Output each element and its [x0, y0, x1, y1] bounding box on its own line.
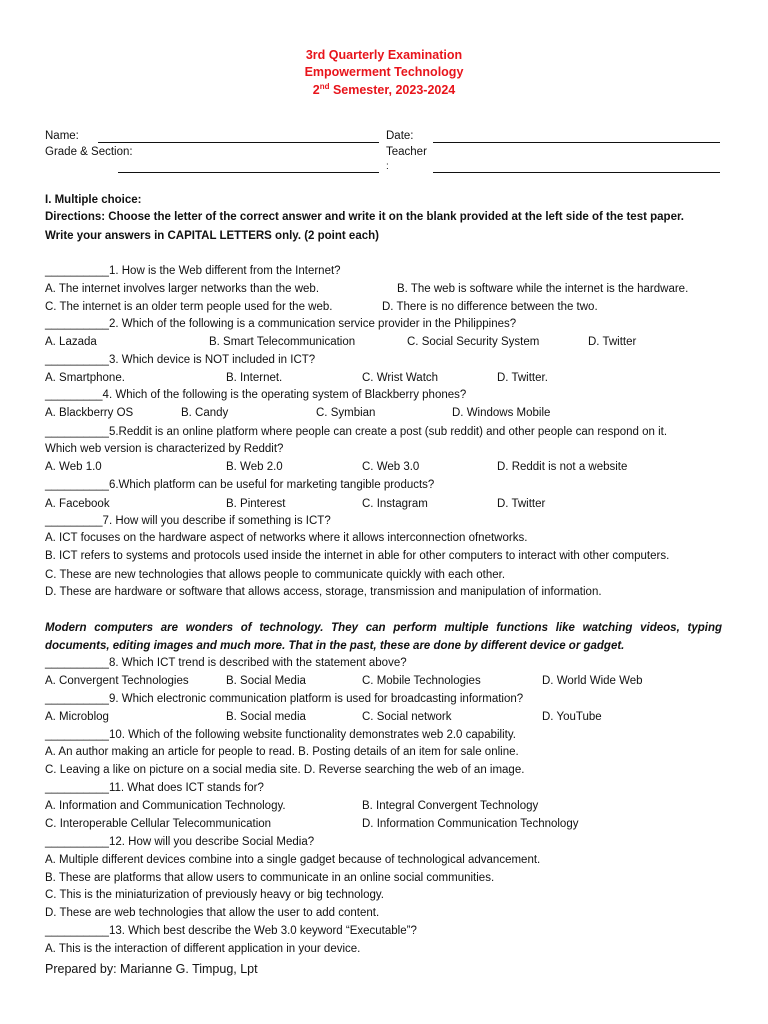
q1-option-b: B. The web is software while the internet is the hardware. [397, 283, 689, 295]
q12-option-d: D. These are web technologies that allow the user to add content. [45, 907, 380, 919]
question-5: __________5.Reddit is an online platform where people can create a post (sub reddit) and other people can respond on it. [45, 426, 668, 438]
q5-option-c: C. Web 3.0 [362, 461, 420, 473]
date-blank[interactable] [433, 142, 720, 143]
q2-option-b: B. Smart Telecommunication [209, 336, 356, 348]
prepared-by: Prepared by: Marianne G. Timpug, Lpt [45, 962, 258, 976]
q7-option-c: C. These are new technologies that allows people to communicate quickly with each other. [45, 569, 506, 581]
q4-option-c: C. Symbian [316, 407, 376, 419]
question-12: __________12. How will you describe Social Media? [45, 836, 315, 848]
q6-option-d: D. Twitter [497, 498, 546, 510]
name-blank[interactable] [98, 142, 379, 143]
q13-option-a: A. This is the interaction of different application in your device. [45, 943, 361, 955]
q8-option-a: A. Convergent Technologies [45, 675, 189, 687]
question-9: __________9. Which electronic communication platform is used for broadcasting information? [45, 693, 524, 705]
directions-line-1: Directions: Choose the letter of the correct answer and write it on the blank provided at the left side of the test paper. [45, 211, 685, 223]
q4-option-a: A. Blackberry OS [45, 407, 134, 419]
q1-option-d: D. There is no difference between the two. [382, 301, 598, 313]
q12-option-b: B. These are platforms that allow users to communicate in an online social communities. [45, 872, 495, 884]
q9-option-c: C. Social network [362, 711, 452, 723]
semester-title: 2nd Semester, 2023-2024 [312, 81, 456, 97]
teacher-blank[interactable] [433, 172, 720, 173]
q4-option-b: B. Candy [181, 407, 229, 419]
question-8: __________8. Which ICT trend is described with the statement above? [45, 657, 407, 669]
question-4: _________4. Which of the following is the operating system of Blackberry phones? [45, 389, 467, 401]
q8-option-b: B. Social Media [226, 675, 306, 687]
q9-option-a: A. Microblog [45, 711, 109, 723]
q2-option-d: D. Twitter [588, 336, 637, 348]
q6-option-b: B. Pinterest [226, 498, 286, 510]
question-5-continued: Which web version is characterized by Reddit? [45, 443, 284, 455]
question-10: __________10. Which of the following website functionality demonstrates web 2.0 capability. [45, 729, 516, 741]
q11-option-c: C. Interoperable Cellular Telecommunication [45, 818, 272, 830]
q9-option-d: D. YouTube [542, 711, 602, 723]
q5-option-a: A. Web 1.0 [45, 461, 102, 473]
q2-option-c: C. Social Security System [407, 336, 540, 348]
q8-option-d: D. World Wide Web [542, 675, 643, 687]
question-7: _________7. How will you describe if something is ICT? [45, 515, 331, 527]
question-13: __________13. Which best describe the Web 3.0 keyword “Executable”? [45, 925, 417, 937]
q12-option-c: C. This is the miniaturization of previously heavy or big technology. [45, 889, 384, 901]
q11-option-d: D. Information Communication Technology [362, 818, 579, 830]
q3-option-a: A. Smartphone. [45, 372, 125, 384]
question-3: __________3. Which device is NOT included in ICT? [45, 354, 316, 366]
q1-option-a: A. The internet involves larger networks than the web. [45, 283, 320, 295]
q5-option-b: B. Web 2.0 [226, 461, 283, 473]
q11-option-b: B. Integral Convergent Technology [362, 800, 539, 812]
q2-option-a: A. Lazada [45, 336, 97, 348]
q9-option-b: B. Social media [226, 711, 306, 723]
q10-options-ab: A. An author making an article for people to read. B. Posting details of an item for sale online. [45, 746, 519, 758]
q10-options-cd: C. Leaving a like on picture on a social media site. D. Reverse searching the web of an image. [45, 764, 525, 776]
q5-option-d: D. Reddit is not a website [497, 461, 628, 473]
q8-option-c: C. Mobile Technologies [362, 675, 481, 687]
date-label: Date: [386, 130, 414, 142]
question-6: __________6.Which platform can be useful for marketing tangible products? [45, 479, 435, 491]
q3-option-d: D. Twitter. [497, 372, 548, 384]
exam-title: 3rd Quarterly Examination [305, 48, 463, 62]
q11-option-a: A. Information and Communication Technology. [45, 800, 286, 812]
teacher-label: Teacher [386, 146, 427, 158]
q4-option-d: D. Windows Mobile [452, 407, 551, 419]
directions-line-2: Write your answers in CAPITAL LETTERS only. (2 point each) [45, 230, 379, 242]
q12-option-a: A. Multiple different devices combine into a single gadget because of technological advancement. [45, 854, 541, 866]
q3-option-c: C. Wrist Watch [362, 372, 439, 384]
grade-section-label: Grade & Section: [45, 146, 133, 158]
question-1: __________1. How is the Web different from the Internet? [45, 265, 341, 277]
q6-option-c: C. Instagram [362, 498, 428, 510]
section-heading: I. Multiple choice: [45, 194, 142, 206]
passage-line-1: Modern computers are wonders of technology. They can perform multiple functions like watching videos, typing [45, 622, 722, 634]
q7-option-b: B. ICT refers to systems and protocols used inside the internet in able for other computers to interact with other computers. [45, 550, 670, 562]
name-label: Name: [45, 130, 79, 142]
q7-option-d: D. These are hardware or software that allows access, storage, transmission and manipulation of information. [45, 586, 602, 598]
grade-section-blank[interactable] [118, 172, 379, 173]
q6-option-a: A. Facebook [45, 498, 110, 510]
question-11: __________11. What does ICT stands for? [45, 782, 264, 794]
passage-line-2: documents, editing images and much more. That in the past, these are done by different device or gadget. [45, 640, 625, 652]
q1-option-c: C. The internet is an older term people used for the web. [45, 301, 333, 313]
teacher-colon: : [386, 161, 389, 172]
q3-option-b: B. Internet. [226, 372, 283, 384]
q7-option-a: A. ICT focuses on the hardware aspect of networks where it allows interconnection ofnetworks. [45, 532, 528, 544]
subject-title: Empowerment Technology [304, 65, 464, 79]
question-2: __________2. Which of the following is a communication service provider in the Philippines? [45, 318, 517, 330]
